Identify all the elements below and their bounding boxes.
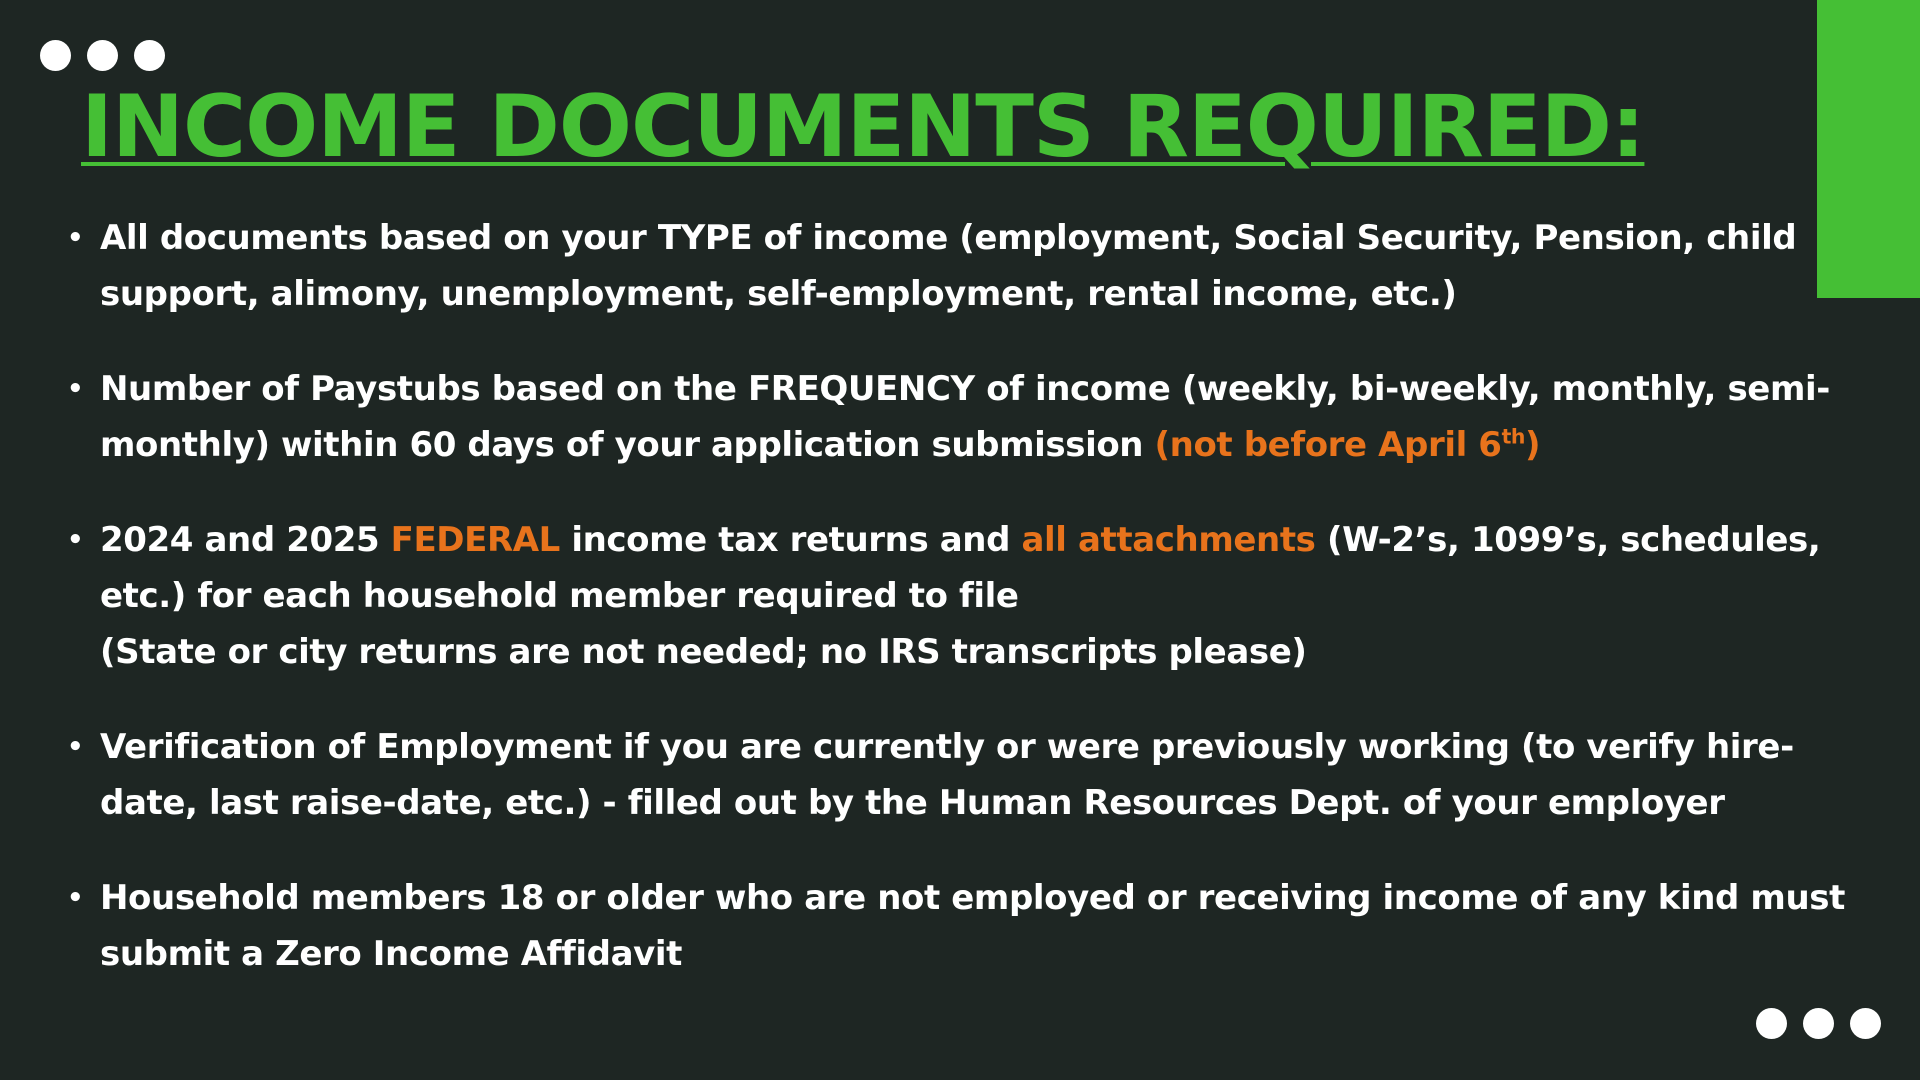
dot bbox=[1803, 1008, 1834, 1039]
item-text: income tax returns and bbox=[559, 520, 1022, 560]
item-text: All documents based on your TYPE of income (employment, Social Security, Pension, child support, alimony, unemployment, self-employment, rental income, etc.) bbox=[100, 218, 1797, 314]
requirements-list bbox=[67, 210, 1857, 1021]
list-item-paystubs bbox=[67, 361, 1857, 473]
page-title: INCOME DOCUMENTS REQUIRED: bbox=[81, 77, 1645, 177]
dot bbox=[87, 40, 118, 71]
dot bbox=[1850, 1008, 1881, 1039]
list-item-zero-income bbox=[67, 870, 1857, 982]
list-item-tax-returns bbox=[67, 512, 1857, 680]
bullet-mark: • bbox=[67, 732, 84, 762]
ordinal-suffix: th bbox=[1501, 424, 1526, 449]
dot bbox=[1756, 1008, 1787, 1039]
bullet-mark: • bbox=[67, 223, 84, 253]
item-text: 2024 and 2025 bbox=[100, 520, 391, 560]
decorative-dots-top bbox=[40, 40, 165, 71]
dot bbox=[134, 40, 165, 71]
bullet-mark: • bbox=[67, 883, 84, 913]
list-item-income-type bbox=[67, 210, 1857, 322]
highlight-close: ) bbox=[1525, 425, 1541, 465]
bullet-mark: • bbox=[67, 525, 84, 555]
decorative-dots-bottom bbox=[1756, 1008, 1881, 1039]
highlight-federal: FEDERAL bbox=[390, 520, 560, 560]
dot bbox=[40, 40, 71, 71]
item-note: (State or city returns are not needed; no IRS transcripts please) bbox=[100, 632, 1307, 672]
item-text: Verification of Employment if you are currently or were previously working (to verify hire-date, last raise-date, etc.) - filled out by the Human Resources Dept. of your employer bbox=[100, 727, 1794, 823]
item-text: Household members 18 or older who are not employed or receiving income of any kind must submit a Zero Income Affidavit bbox=[100, 878, 1845, 974]
highlight-date bbox=[1155, 425, 1541, 465]
bullet-mark: • bbox=[67, 374, 84, 404]
item-text: Number of Paystubs based on the FREQUENCY of income (weekly, bi-weekly, monthly, semi-monthly) within 60 days of your application submission bbox=[100, 369, 1830, 465]
list-item-employment-verification bbox=[67, 719, 1857, 831]
highlight-text: (not before April 6 bbox=[1154, 425, 1502, 465]
highlight-attachments: all attachments bbox=[1021, 520, 1316, 560]
item-text: (W-2’s, 1099’s, schedules, etc.) for each household member required to file bbox=[100, 520, 1821, 616]
